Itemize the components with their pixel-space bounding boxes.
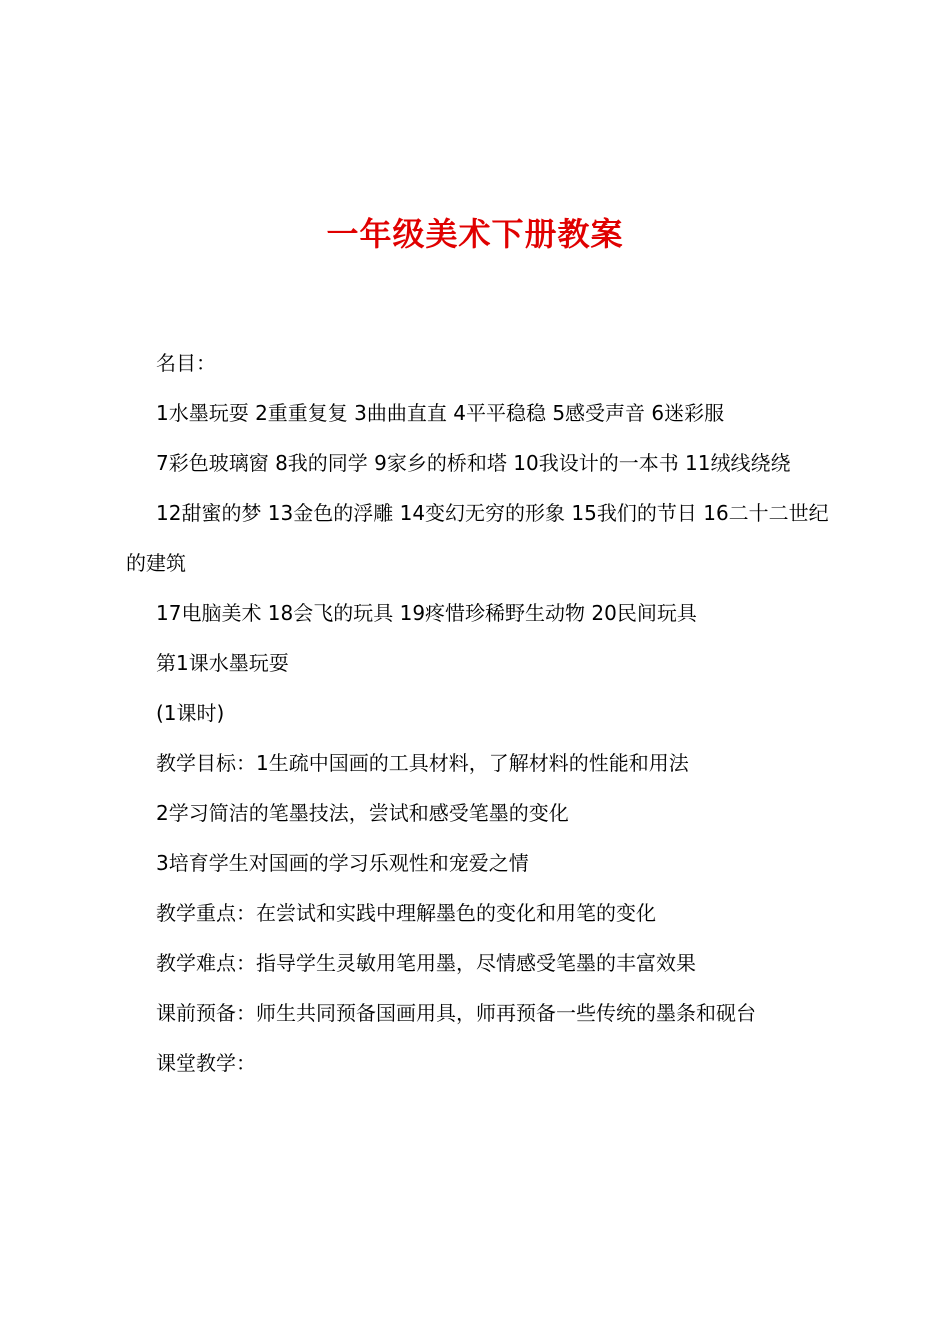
paragraph-goal-3: 3培育学生对国画的学习乐观性和宠爱之情 <box>156 851 529 875</box>
paragraph-contents-label: 名目： <box>156 351 216 375</box>
paragraph-preparation: 课前预备：师生共同预备国画用具，师再预备一些传统的墨条和砚台 <box>156 1001 756 1025</box>
paragraph-classroom-teaching: 课堂教学： <box>156 1051 256 1075</box>
document-body <box>126 338 834 1088</box>
paragraph-goal-1: 教学目标：1生疏中国画的工具材料，了解材料的性能和用法 <box>156 751 689 775</box>
paragraph-lesson-heading: 第1课水墨玩耍 <box>156 651 289 675</box>
paragraph-lesson-list-2: 7彩色玻璃窗 8我的同学 9家乡的桥和塔 10我设计的一本书 11绒线绕绕 <box>156 451 791 475</box>
paragraph-key-point: 教学重点：在尝试和实践中理解墨色的变化和用笔的变化 <box>156 901 656 925</box>
paragraph-lesson-list-3: 12甜蜜的梦 13金色的浮雕 14变幻无穷的形象 15我们的节日 16二十二世纪的建筑 <box>126 501 829 575</box>
paragraph-lesson-list-4: 17电脑美术 18会飞的玩具 19疼惜珍稀野生动物 20民间玩具 <box>156 601 697 625</box>
paragraph-lesson-list-1: 1水墨玩耍 2重重复复 3曲曲直直 4平平稳稳 5感受声音 6迷彩服 <box>156 401 725 425</box>
document-title: 一年级美术下册教案 <box>326 215 624 253</box>
paragraph-difficulty: 教学难点：指导学生灵敏用笔用墨，尽情感受笔墨的丰富效果 <box>156 951 696 975</box>
paragraph-goal-2: 2学习简洁的笔墨技法，尝试和感受笔墨的变化 <box>156 801 569 825</box>
paragraph-lesson-hours: (1课时) <box>156 701 225 725</box>
